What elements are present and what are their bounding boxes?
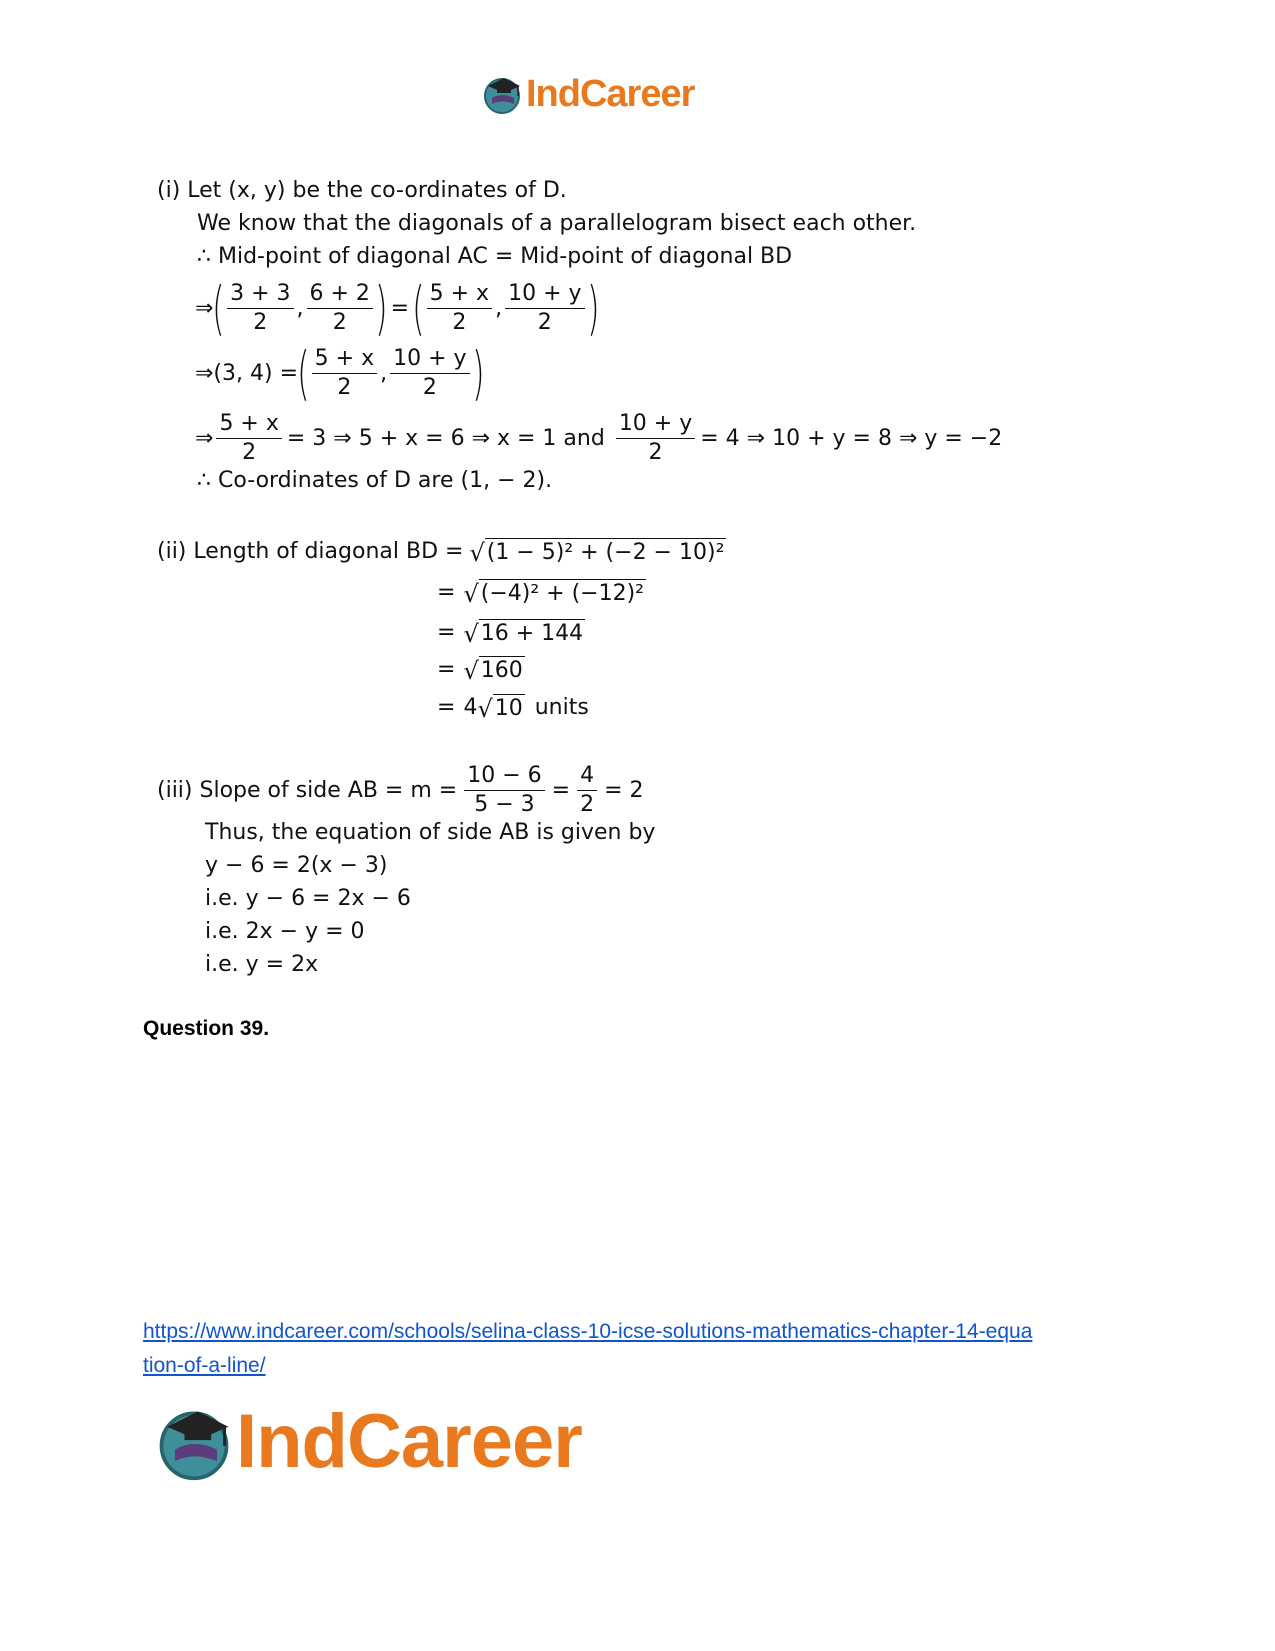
left-paren: ( bbox=[297, 339, 310, 407]
question-heading: Question 39. bbox=[143, 1017, 270, 1040]
footer-logo bbox=[152, 1398, 582, 1485]
fraction: $\frac{3 + 3}{2}$ bbox=[227, 283, 293, 334]
part2-line5: = 4 √ 10 units bbox=[437, 695, 589, 723]
part2-line2: = √ (−4)² + (−12)² bbox=[437, 580, 644, 608]
left-paren: ( bbox=[412, 274, 425, 342]
graduation-globe-icon bbox=[480, 72, 524, 116]
graduation-globe-icon bbox=[152, 1400, 236, 1484]
part1-line3: ∴ Mid-point of diagonal AC = Mid-point of diagonal BD bbox=[197, 244, 793, 269]
square-root: √ 10 bbox=[477, 695, 523, 723]
part2-line3: = √ 16 + 144 bbox=[437, 620, 584, 648]
part3-slope: (iii) Slope of side AB = m = $\frac{10 - 6}{5 - 3}$ = $\frac{4}{2}$ = 2 bbox=[157, 762, 644, 817]
fraction: $\frac{10 + y}{2}$ bbox=[505, 283, 584, 334]
part3-line4: i.e. y − 6 = 2x − 6 bbox=[205, 886, 411, 911]
part3-line3: y − 6 = 2(x − 3) bbox=[205, 853, 388, 878]
part1-midpoint-equation: ⇒ ( $\frac{3 + 3}{2}$ , $\frac{6 + 2}{2}$ ) = ( $\frac{5 + x}{2}$ , $\frac{10 + y}{2}$ ) bbox=[195, 274, 600, 342]
part3-line5: i.e. 2x − y = 0 bbox=[205, 919, 365, 944]
logo-text: IndCareer bbox=[236, 1399, 582, 1484]
part2-line1: (ii) Length of diagonal BD = √ (1 − 5)² + (−2 − 10)² bbox=[157, 539, 725, 567]
right-paren: ) bbox=[375, 274, 388, 342]
source-link-line2[interactable]: tion-of-a-line/ bbox=[143, 1354, 266, 1377]
fraction: $\frac{10 + y}{2}$ bbox=[616, 413, 695, 464]
square-root: √ 16 + 144 bbox=[463, 620, 584, 648]
part1-conclusion: ∴ Co-ordinates of D are (1, − 2). bbox=[197, 468, 553, 493]
fraction: $\frac{10 + y}{2}$ bbox=[390, 348, 469, 399]
fraction: $\frac{4}{2}$ bbox=[577, 765, 597, 816]
part1-simplified-equation: ⇒(3, 4) = ( $\frac{5 + x}{2}$ , $\frac{10 + y}{2}$ ) bbox=[195, 339, 485, 407]
left-paren: ( bbox=[212, 274, 225, 342]
fraction: $\frac{6 + 2}{2}$ bbox=[307, 283, 373, 334]
fraction: $\frac{5 + x}{2}$ bbox=[216, 413, 281, 464]
implies-symbol: ⇒ bbox=[195, 295, 214, 321]
part1-solve-xy: ⇒ $\frac{5 + x}{2}$ = 3 ⇒ 5 + x = 6 ⇒ x = 1 and $\frac{10 + y}{2}$ = 4 ⇒ 10 + y = 8 ⇒ y = −2 bbox=[195, 410, 1003, 465]
right-paren: ) bbox=[471, 339, 485, 407]
part3-line6: i.e. y = 2x bbox=[205, 952, 319, 977]
header-logo bbox=[480, 72, 694, 116]
logo-text: IndCareer bbox=[526, 72, 695, 115]
part2-line4: = √ 160 bbox=[437, 657, 523, 685]
fraction: $\frac{5 + x}{2}$ bbox=[312, 348, 377, 399]
fraction: $\frac{10 - 6}{5 - 3}$ bbox=[464, 765, 544, 816]
part1-line1: (i) Let (x, y) be the co-ordinates of D. bbox=[157, 178, 567, 203]
source-link-line1[interactable]: https://www.indcareer.com/schools/selina-class-10-icse-solutions-mathematics-chapter-14-equa bbox=[143, 1320, 1033, 1343]
square-root: √ 160 bbox=[463, 657, 523, 685]
right-paren: ) bbox=[586, 274, 600, 342]
fraction: $\frac{5 + x}{2}$ bbox=[427, 283, 492, 334]
square-root: √ (−4)² + (−12)² bbox=[463, 580, 644, 608]
part1-line2: We know that the diagonals of a parallelogram bisect each other. bbox=[197, 211, 917, 236]
part3-line2: Thus, the equation of side AB is given by bbox=[205, 820, 656, 845]
square-root: √ (1 − 5)² + (−2 − 10)² bbox=[469, 539, 725, 567]
